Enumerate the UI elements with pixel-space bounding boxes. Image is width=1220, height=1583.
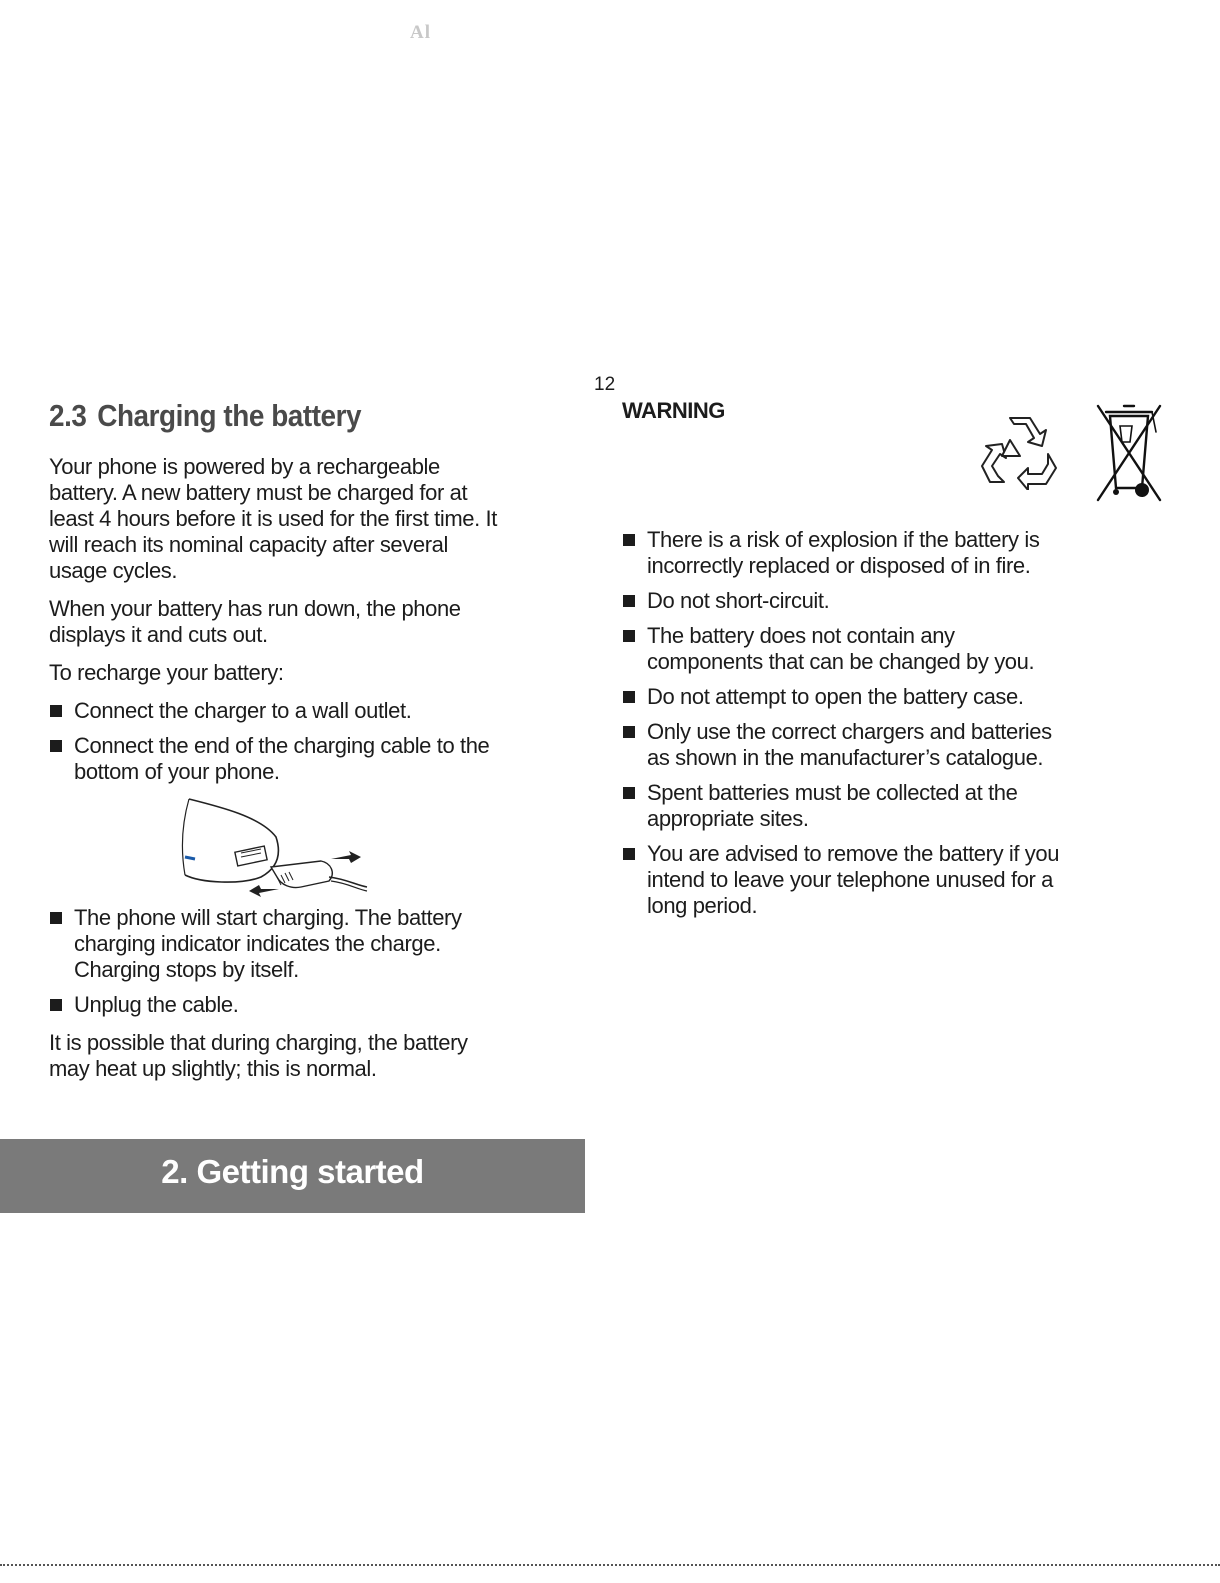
list-item bbox=[622, 719, 1072, 771]
warning-text: There is a risk of explosion if the battery is incorrectly replaced or disposed of in fire. bbox=[647, 527, 1040, 578]
warning-text: You are advised to remove the battery if you intend to leave your telephone unused for a long period. bbox=[647, 841, 1060, 918]
bullet-square-icon bbox=[50, 912, 62, 924]
list-item bbox=[622, 684, 1072, 710]
bottom-divider bbox=[0, 1564, 1220, 1566]
section-number: 2.3 bbox=[49, 398, 87, 433]
list-item bbox=[49, 905, 499, 983]
step-text: The phone will start charging. The battery charging indicator indicates the charge. Charging stops by itself. bbox=[74, 905, 462, 982]
phone-charger-illustration bbox=[181, 797, 381, 897]
warning-list bbox=[622, 527, 1072, 919]
list-item bbox=[49, 698, 499, 724]
charging-section bbox=[49, 398, 499, 1094]
bullet-square-icon bbox=[623, 630, 635, 642]
bullet-square-icon bbox=[50, 705, 62, 717]
header-mark: Al bbox=[410, 22, 431, 43]
section-heading bbox=[49, 398, 454, 434]
list-item bbox=[622, 527, 1072, 579]
chapter-band bbox=[0, 1139, 585, 1213]
bullet-square-icon bbox=[623, 726, 635, 738]
bullet-square-icon bbox=[623, 595, 635, 607]
closing-paragraph: It is possible that during charging, the battery may heat up slightly; this is normal. bbox=[49, 1030, 468, 1081]
warning-text: Do not attempt to open the battery case. bbox=[647, 684, 1024, 709]
list-item bbox=[622, 588, 1072, 614]
bullet-square-icon bbox=[623, 848, 635, 860]
bullet-square-icon bbox=[50, 740, 62, 752]
warning-text: Only use the correct chargers and batteries as shown in the manufacturer’s catalogue. bbox=[647, 719, 1052, 770]
step-text: Unplug the cable. bbox=[74, 992, 239, 1017]
warning-title: WARNING bbox=[622, 398, 725, 423]
warning-text: Do not short-circuit. bbox=[647, 588, 830, 613]
chapter-title: 2. Getting started bbox=[161, 1153, 424, 1190]
page-number: 12 bbox=[594, 374, 616, 395]
bullet-square-icon bbox=[623, 534, 635, 546]
warning-text: Spent batteries must be collected at the appropriate sites. bbox=[647, 780, 1018, 831]
section-title: Charging the battery bbox=[97, 398, 362, 433]
bullet-square-icon bbox=[623, 787, 635, 799]
step-text: Connect the end of the charging cable to the bottom of your phone. bbox=[74, 733, 490, 784]
steps-after-list bbox=[49, 905, 499, 1018]
crossed-bin-icon bbox=[1096, 402, 1162, 502]
warning-text: The battery does not contain any components that can be changed by you. bbox=[647, 623, 1035, 674]
step-text: Connect the charger to a wall outlet. bbox=[74, 698, 412, 723]
recharge-lead: To recharge your battery: bbox=[49, 660, 284, 685]
bullet-square-icon bbox=[50, 999, 62, 1011]
list-item bbox=[622, 780, 1072, 832]
rundown-paragraph: When your battery has run down, the phone displays it and cuts out. bbox=[49, 596, 461, 647]
list-item bbox=[49, 733, 499, 785]
steps-before-list bbox=[49, 698, 499, 785]
list-item bbox=[622, 623, 1072, 675]
list-item bbox=[622, 841, 1072, 919]
bullet-square-icon bbox=[623, 691, 635, 703]
intro-paragraph: Your phone is powered by a rechargeable battery. A new battery must be charged for at least 4 hours before it is used for the first time. It will reach its nominal capacity after several usage cycles. bbox=[49, 454, 497, 583]
list-item bbox=[49, 992, 499, 1018]
recycle-icon bbox=[980, 410, 1060, 490]
